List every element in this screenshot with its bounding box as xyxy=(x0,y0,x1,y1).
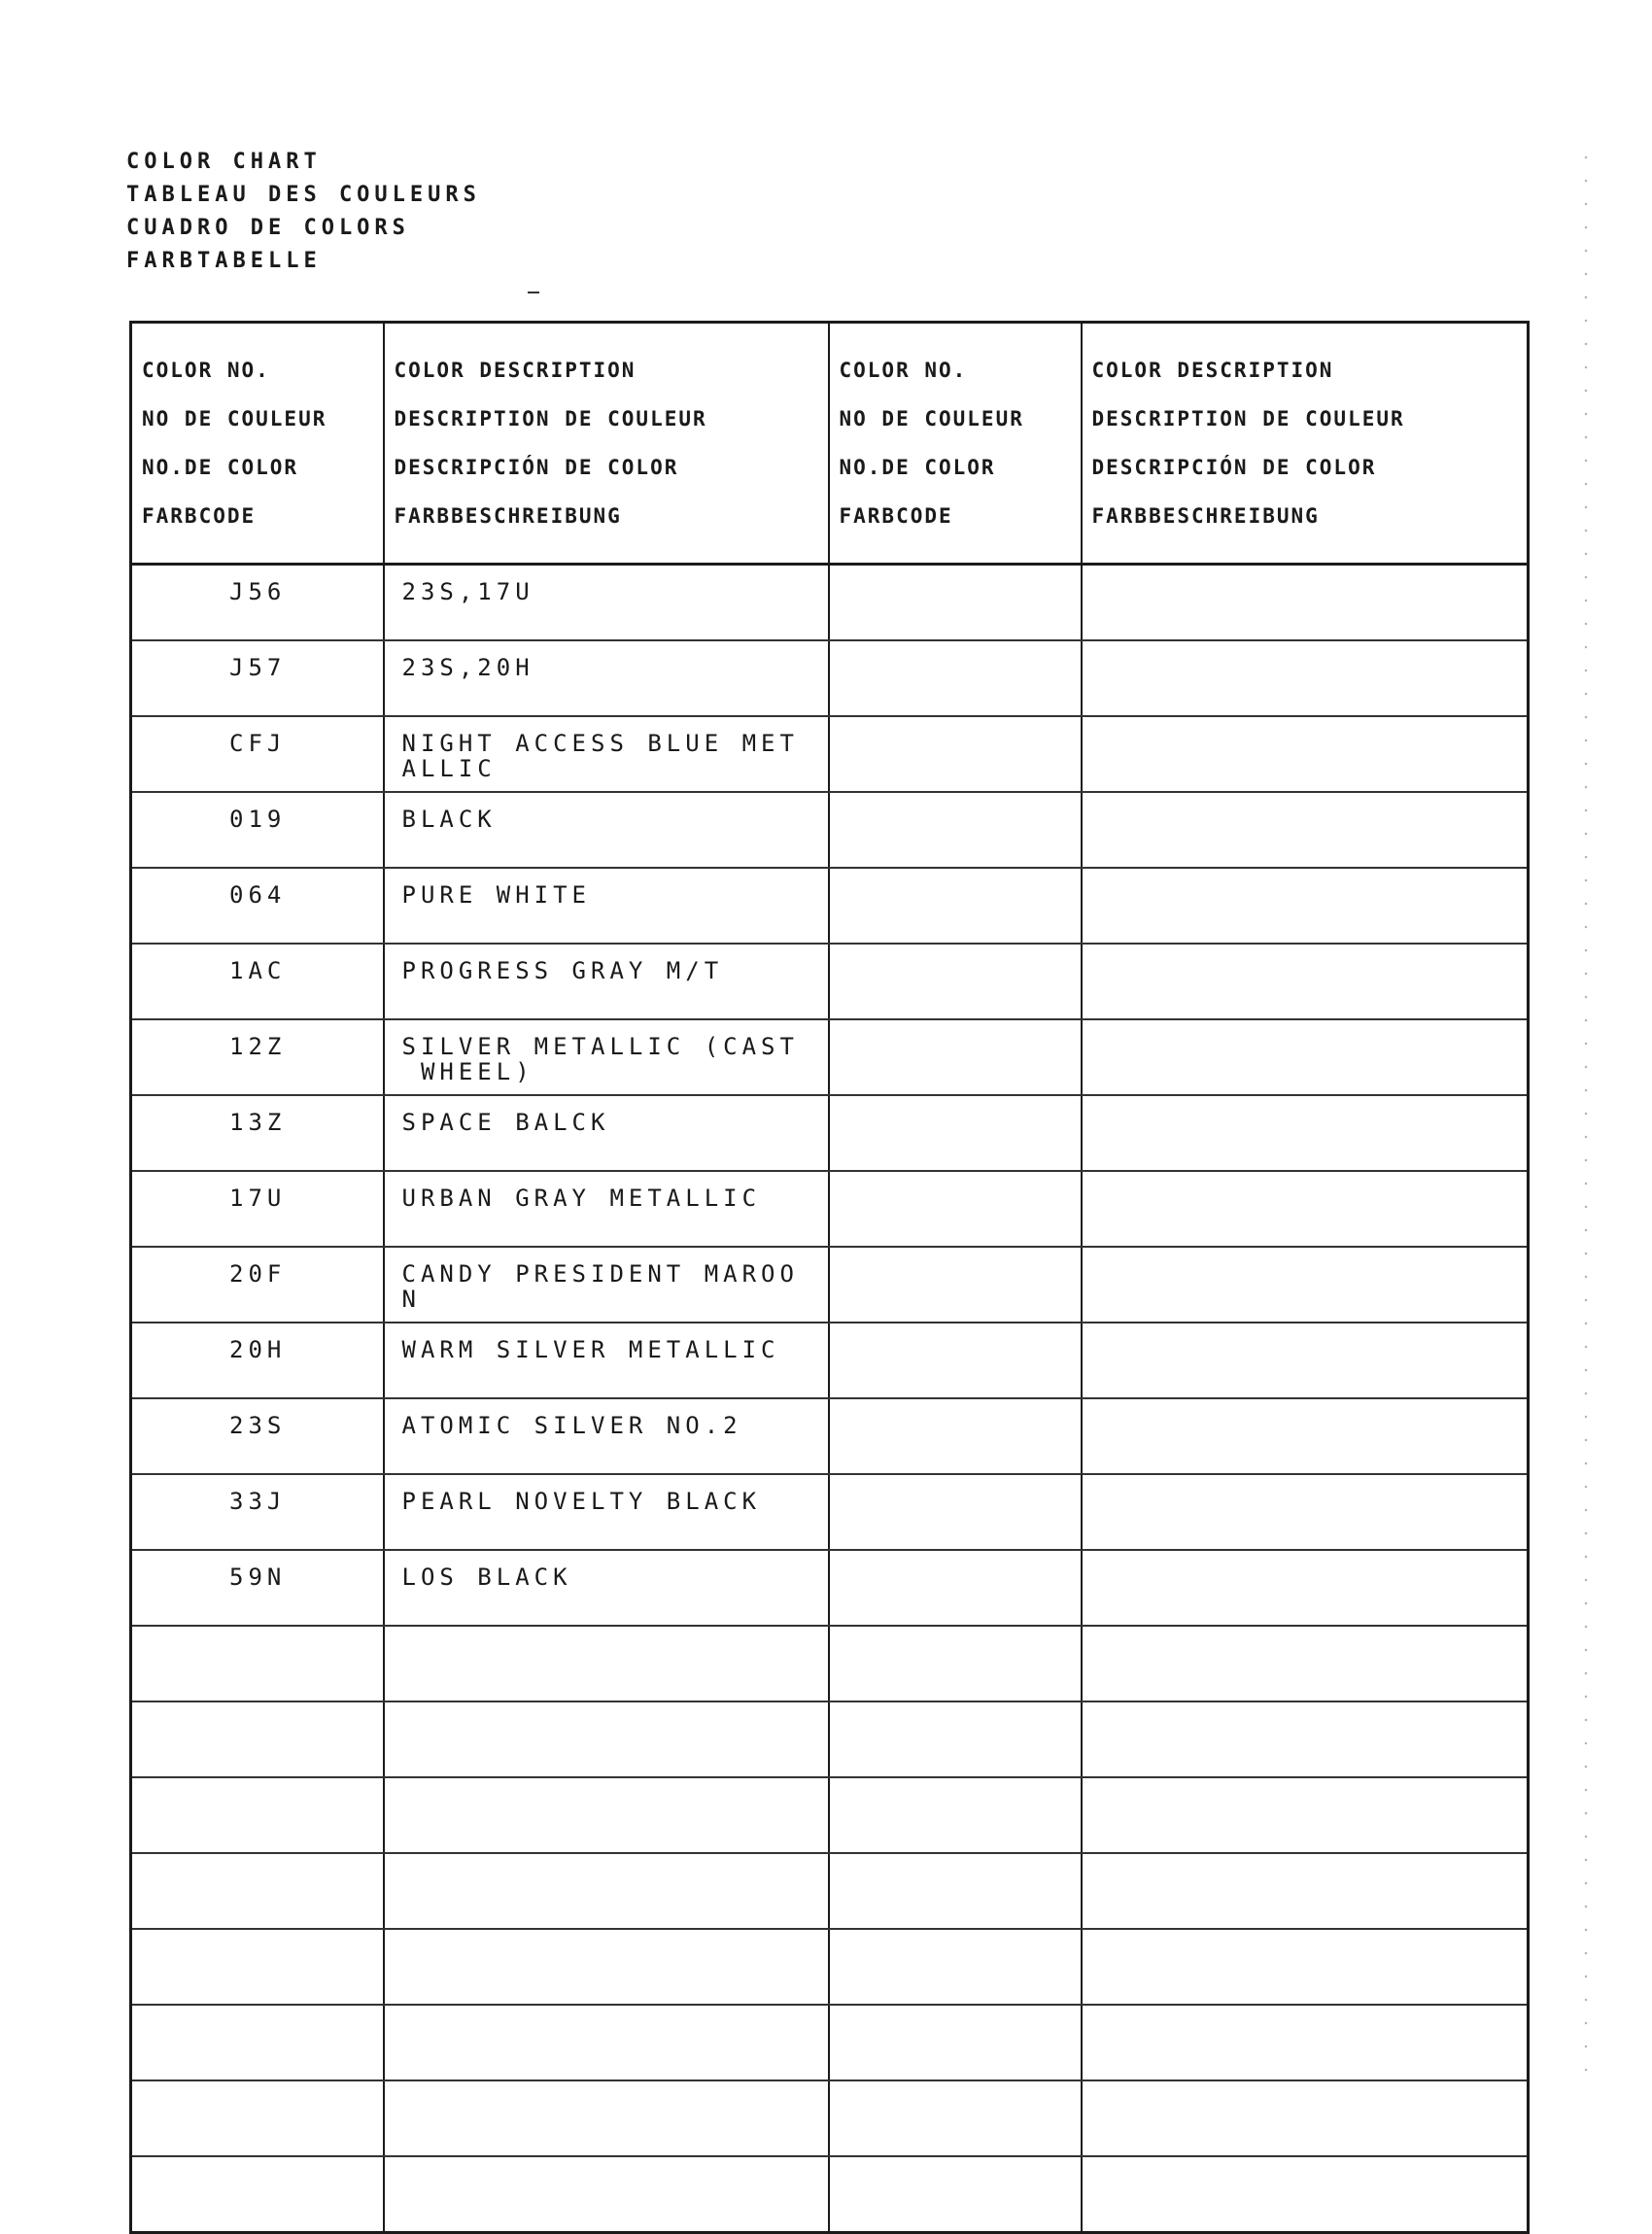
color-code-cell-2 xyxy=(829,640,1082,716)
color-description-line: ATOMIC SILVER NO.2 xyxy=(401,1412,742,1439)
table-row xyxy=(131,1323,1529,1398)
color-description-cell-2 xyxy=(1082,1095,1529,1171)
color-code-cell-2 xyxy=(829,1550,1082,1626)
color-code-cell-2 xyxy=(829,2080,1082,2156)
color-description-cell-2 xyxy=(1082,1701,1529,1777)
color-code-cell-2 xyxy=(829,1247,1082,1323)
color-description-cell xyxy=(384,1171,829,1247)
header-text: FARBCODE xyxy=(142,504,257,528)
color-code-cell xyxy=(131,1853,384,1929)
color-description-line: SILVER METALLIC (CAST xyxy=(401,1033,799,1060)
color-code-cell-2 xyxy=(829,2156,1082,2233)
color-description-cell xyxy=(384,1474,829,1550)
color-code-cell: 12Z xyxy=(131,1019,384,1095)
header-color-no xyxy=(131,323,384,565)
stray-mark xyxy=(528,292,539,293)
color-description-line: WARM SILVER METALLIC xyxy=(401,1336,780,1363)
color-code-cell: CFJ xyxy=(131,716,384,792)
color-description-cell xyxy=(384,868,829,944)
table-row xyxy=(131,1626,1529,1701)
header-text: DESCRIPTION DE COULEUR xyxy=(1091,407,1405,430)
header-text: NO.DE COLOR xyxy=(142,456,299,479)
table-row xyxy=(131,2156,1529,2233)
color-description-cell-2 xyxy=(1082,868,1529,944)
table-row xyxy=(131,1171,1529,1247)
color-description-cell-2 xyxy=(1082,1853,1529,1929)
color-description-line-2: WHEEL) xyxy=(401,1058,534,1085)
title-line-french: TABLEAU DES COULEURS xyxy=(126,183,481,207)
color-code-cell: 13Z xyxy=(131,1095,384,1171)
color-description-cell-2 xyxy=(1082,1777,1529,1853)
color-description-line: 23S,20H xyxy=(401,654,534,681)
color-description-cell-2 xyxy=(1082,565,1529,641)
color-description-cell-2 xyxy=(1082,1398,1529,1474)
table-row xyxy=(131,944,1529,1019)
color-code-cell: 019 xyxy=(131,792,384,868)
header-color-description xyxy=(384,323,829,565)
color-description-cell xyxy=(384,1247,829,1323)
color-description-cell-2 xyxy=(1082,944,1529,1019)
color-code-cell-2 xyxy=(829,792,1082,868)
header-text: NO.DE COLOR xyxy=(839,456,996,479)
color-description-cell xyxy=(384,1095,829,1171)
table-row xyxy=(131,1550,1529,1626)
color-description-cell xyxy=(384,792,829,868)
color-code-cell: 20F xyxy=(131,1247,384,1323)
color-description-line: PEARL NOVELTY BLACK xyxy=(401,1488,762,1515)
table-body xyxy=(131,565,1529,2233)
header-text: COLOR DESCRIPTION xyxy=(1091,359,1334,382)
header-color-no-2 xyxy=(829,323,1082,565)
header-text: NO DE COULEUR xyxy=(839,407,1024,430)
color-description-line: CANDY PRESIDENT MAROO xyxy=(401,1260,799,1288)
color-description-line: NIGHT ACCESS BLUE MET xyxy=(401,730,799,757)
color-code-cell-2 xyxy=(829,565,1082,641)
color-description-line: BLACK xyxy=(401,806,497,833)
table-row xyxy=(131,1701,1529,1777)
table-row xyxy=(131,640,1529,716)
color-description-line: LOS BLACK xyxy=(401,1564,572,1591)
color-code-cell xyxy=(131,1701,384,1777)
color-code-cell-2 xyxy=(829,716,1082,792)
color-code-cell-2 xyxy=(829,1777,1082,1853)
header-text: FARBCODE xyxy=(839,504,953,528)
color-code-cell-2 xyxy=(829,2005,1082,2080)
color-description-cell xyxy=(384,2156,829,2233)
color-code-cell-2 xyxy=(829,1019,1082,1095)
table-row xyxy=(131,1474,1529,1550)
color-code-cell-2 xyxy=(829,944,1082,1019)
color-code-cell-2 xyxy=(829,1626,1082,1701)
color-code-cell: J57 xyxy=(131,640,384,716)
table-row xyxy=(131,1247,1529,1323)
color-code-cell-2 xyxy=(829,1398,1082,1474)
color-code-cell xyxy=(131,1777,384,1853)
table-row xyxy=(131,792,1529,868)
color-code-cell: 59N xyxy=(131,1550,384,1626)
color-code-cell: 23S xyxy=(131,1398,384,1474)
color-description-cell-2 xyxy=(1082,716,1529,792)
color-code-cell xyxy=(131,1626,384,1701)
color-description-cell-2 xyxy=(1082,2080,1529,2156)
header-text: COLOR NO. xyxy=(142,359,270,382)
color-code-cell: 33J xyxy=(131,1474,384,1550)
color-description-cell xyxy=(384,1550,829,1626)
color-description-cell xyxy=(384,1929,829,2005)
color-code-cell-2 xyxy=(829,1701,1082,1777)
color-code-cell xyxy=(131,2005,384,2080)
color-code-cell: 064 xyxy=(131,868,384,944)
color-code-cell: 20H xyxy=(131,1323,384,1398)
color-description-cell xyxy=(384,565,829,641)
title-line-spanish: CUADRO DE COLORS xyxy=(126,216,410,240)
color-description-cell-2 xyxy=(1082,640,1529,716)
table-header-row xyxy=(131,323,1529,565)
color-description-cell xyxy=(384,1398,829,1474)
header-text: DESCRIPTION DE COULEUR xyxy=(394,407,707,430)
color-code-cell-2 xyxy=(829,1095,1082,1171)
color-description-cell-2 xyxy=(1082,1247,1529,1323)
header-text: FARBBESCHREIBUNG xyxy=(394,504,622,528)
color-code-cell xyxy=(131,2080,384,2156)
color-code-cell-2 xyxy=(829,1929,1082,2005)
color-code-cell-2 xyxy=(829,1853,1082,1929)
header-text: COLOR DESCRIPTION xyxy=(394,359,637,382)
color-description-line: PROGRESS GRAY M/T xyxy=(401,957,724,984)
color-description-cell-2 xyxy=(1082,1171,1529,1247)
table-row xyxy=(131,1095,1529,1171)
table-row xyxy=(131,716,1529,792)
header-text: DESCRIPCIÓN DE COLOR xyxy=(394,456,679,479)
color-code-cell-2 xyxy=(829,1171,1082,1247)
color-description-line: PURE WHITE xyxy=(401,881,591,909)
color-description-cell-2 xyxy=(1082,2156,1529,2233)
table-row xyxy=(131,1777,1529,1853)
color-code-cell xyxy=(131,2156,384,2233)
title-line-german: FARBTABELLE xyxy=(126,249,322,273)
color-description-cell xyxy=(384,2005,829,2080)
header-text: FARBBESCHREIBUNG xyxy=(1091,504,1320,528)
table-row xyxy=(131,2080,1529,2156)
color-description-cell xyxy=(384,716,829,792)
color-code-cell xyxy=(131,1929,384,2005)
color-description-cell xyxy=(384,1019,829,1095)
color-code-cell-2 xyxy=(829,868,1082,944)
color-description-cell xyxy=(384,1701,829,1777)
header-text: NO DE COULEUR xyxy=(142,407,327,430)
color-description-cell xyxy=(384,1626,829,1701)
color-description-line-2: N xyxy=(401,1286,421,1313)
color-chart-table xyxy=(129,321,1530,2234)
color-description-cell-2 xyxy=(1082,1626,1529,1701)
table-row xyxy=(131,1929,1529,2005)
color-description-cell-2 xyxy=(1082,1019,1529,1095)
table-row xyxy=(131,1853,1529,1929)
table-row xyxy=(131,1019,1529,1095)
color-description-cell-2 xyxy=(1082,792,1529,868)
color-description-cell xyxy=(384,944,829,1019)
color-description-cell-2 xyxy=(1082,1474,1529,1550)
color-code-cell-2 xyxy=(829,1474,1082,1550)
color-description-cell xyxy=(384,1853,829,1929)
color-description-cell-2 xyxy=(1082,1929,1529,2005)
color-description-cell xyxy=(384,1777,829,1853)
header-text: COLOR NO. xyxy=(839,359,968,382)
table-row xyxy=(131,868,1529,944)
color-description-cell xyxy=(384,2080,829,2156)
color-description-line: SPACE BALCK xyxy=(401,1109,610,1136)
color-description-cell-2 xyxy=(1082,1550,1529,1626)
header-text: DESCRIPCIÓN DE COLOR xyxy=(1091,456,1377,479)
color-code-cell: 17U xyxy=(131,1171,384,1247)
table-row xyxy=(131,1398,1529,1474)
header-color-description-2 xyxy=(1082,323,1529,565)
color-description-cell xyxy=(384,1323,829,1398)
table-row xyxy=(131,565,1529,641)
color-description-cell xyxy=(384,640,829,716)
color-description-line: 23S,17U xyxy=(401,578,534,605)
color-description-line: URBAN GRAY METALLIC xyxy=(401,1185,762,1212)
color-code-cell: 1AC xyxy=(131,944,384,1019)
title-line-english: COLOR CHART xyxy=(126,150,322,174)
color-code-cell-2 xyxy=(829,1323,1082,1398)
chart-title-block xyxy=(126,146,481,278)
table-row xyxy=(131,2005,1529,2080)
color-description-cell-2 xyxy=(1082,1323,1529,1398)
scan-edge-dots xyxy=(1579,146,1593,2089)
color-description-line-2: ALLIC xyxy=(401,755,497,782)
color-code-cell: J56 xyxy=(131,565,384,641)
color-description-cell-2 xyxy=(1082,2005,1529,2080)
